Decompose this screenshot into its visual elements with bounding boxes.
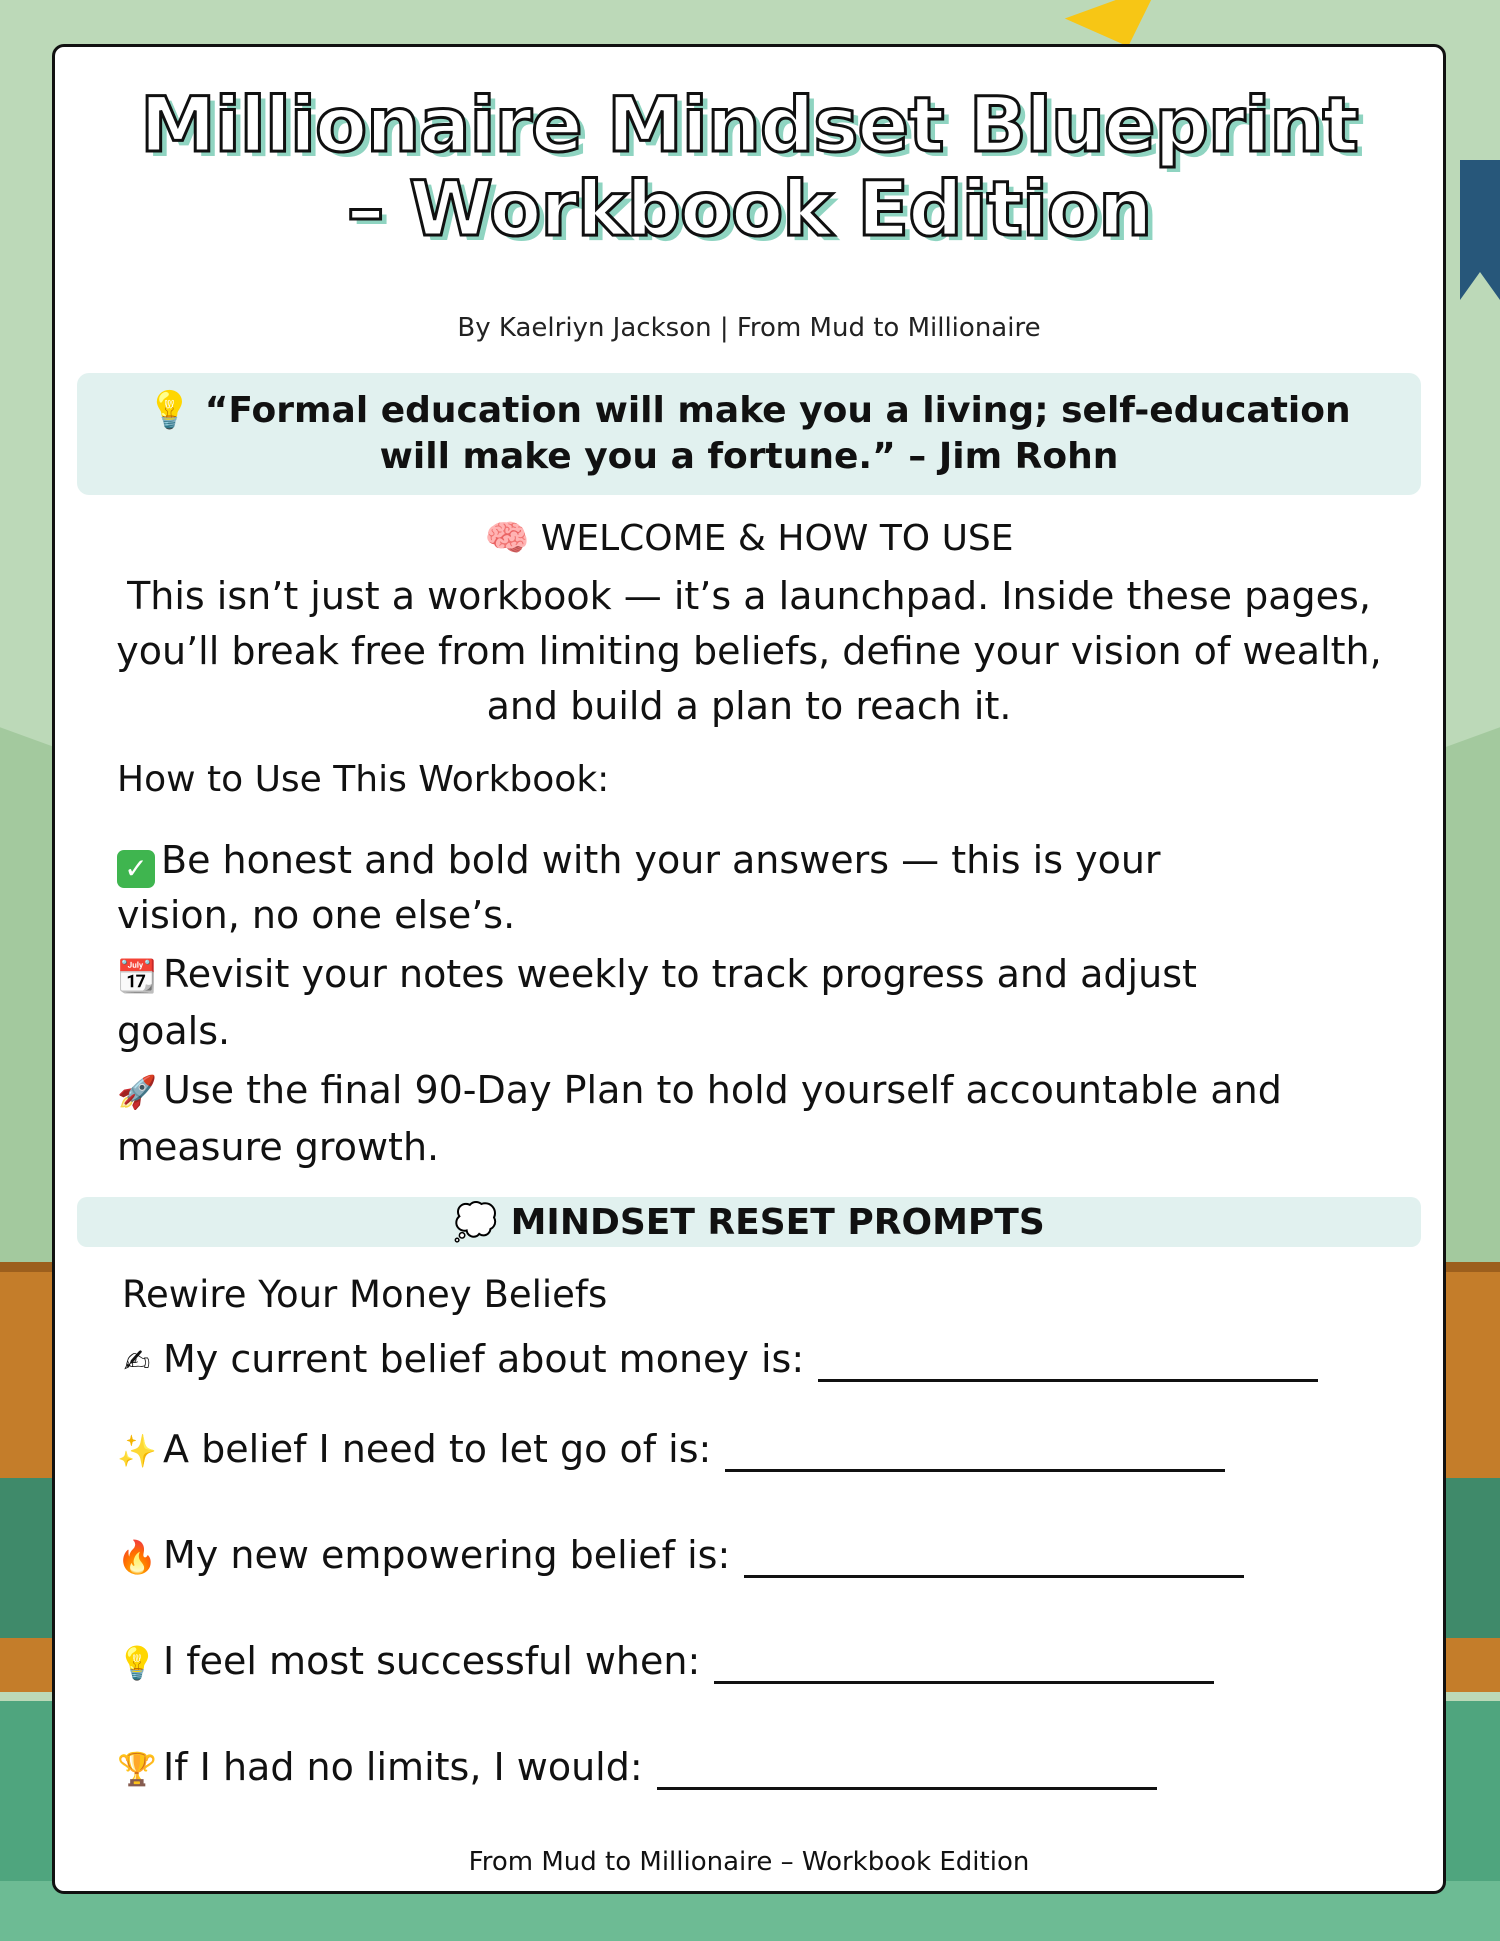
thought-bubble-icon: 💭 (453, 1202, 499, 1243)
prompt-text: My current belief about money is: (163, 1337, 805, 1381)
list-item-text: Use the final 90-Day Plan to hold yourself accountable and measure growth. (117, 1068, 1282, 1169)
section-header (77, 1197, 1421, 1247)
section-title (453, 1201, 1045, 1243)
prompt-text: A belief I need to let go of is: (163, 1427, 712, 1471)
welcome-heading-text: WELCOME & HOW TO USE (540, 518, 1014, 559)
brain-icon: 🧠 (484, 518, 530, 559)
title-line-2: – Workbook Edition (346, 164, 1152, 253)
checkmark-icon: ✓ (117, 850, 155, 888)
welcome-heading (55, 517, 1443, 559)
howto-title: How to Use This Workbook: (117, 759, 610, 800)
prompt-text: If I had no limits, I would: (163, 1745, 643, 1789)
list-item (117, 947, 1283, 1059)
calendar-icon: 📆 (117, 957, 157, 995)
lightbulb-icon: 💡 (147, 390, 193, 431)
byline: By Kaelriyn Jackson | From Mud to Millionaire (457, 313, 1041, 343)
prompt-let-go-belief (117, 1427, 1225, 1472)
pennant-blue (1460, 160, 1500, 300)
answer-line[interactable] (818, 1343, 1318, 1382)
answer-line[interactable] (714, 1645, 1214, 1684)
section-title-text: MINDSET RESET PROMPTS (510, 1202, 1045, 1243)
writing-hand-icon: ✍ (123, 1342, 151, 1380)
welcome-body: This isn’t just a workbook — it’s a launchpad. Inside these pages, you’ll break free from limiting beliefs, define your vision of wealth, and build a plan to reach it. (116, 574, 1382, 728)
answer-line[interactable] (657, 1751, 1157, 1790)
prompt-no-limits (117, 1745, 1157, 1790)
rocket-icon: 🚀 (117, 1073, 157, 1111)
prompt-most-successful (117, 1639, 1214, 1684)
trophy-icon: 🏆 (117, 1750, 157, 1788)
answer-line[interactable] (744, 1539, 1244, 1578)
page-footer: From Mud to Millionaire – Workbook Edition (468, 1847, 1030, 1877)
list-item (117, 1063, 1283, 1175)
quote (117, 388, 1381, 480)
prompt-text: My new empowering belief is: (163, 1533, 731, 1577)
howto-list (117, 833, 1283, 1179)
lightbulb-icon: 💡 (117, 1644, 157, 1682)
title-line-1: Millionaire Mindset Blueprint (140, 80, 1358, 169)
list-item-text: Be honest and bold with your answers — this is your vision, no one else’s. (117, 838, 1161, 937)
prompt-empowering-belief (117, 1533, 1244, 1578)
workbook-page (52, 44, 1446, 1894)
fire-icon: 🔥 (117, 1538, 157, 1576)
quote-box (77, 373, 1421, 495)
list-item (117, 833, 1283, 943)
answer-line[interactable] (725, 1433, 1225, 1472)
quote-text: “Formal education will make you a living; self-education will make you a fortune.” – Jim Rohn (204, 390, 1351, 477)
sparkles-icon: ✨ (117, 1432, 157, 1470)
prompt-text: I feel most successful when: (163, 1639, 701, 1683)
list-item-text: Revisit your notes weekly to track progress and adjust goals. (117, 952, 1197, 1053)
prompt-current-belief (117, 1337, 1318, 1382)
subsection-title: Rewire Your Money Beliefs (122, 1273, 608, 1316)
page-title (55, 80, 1443, 253)
